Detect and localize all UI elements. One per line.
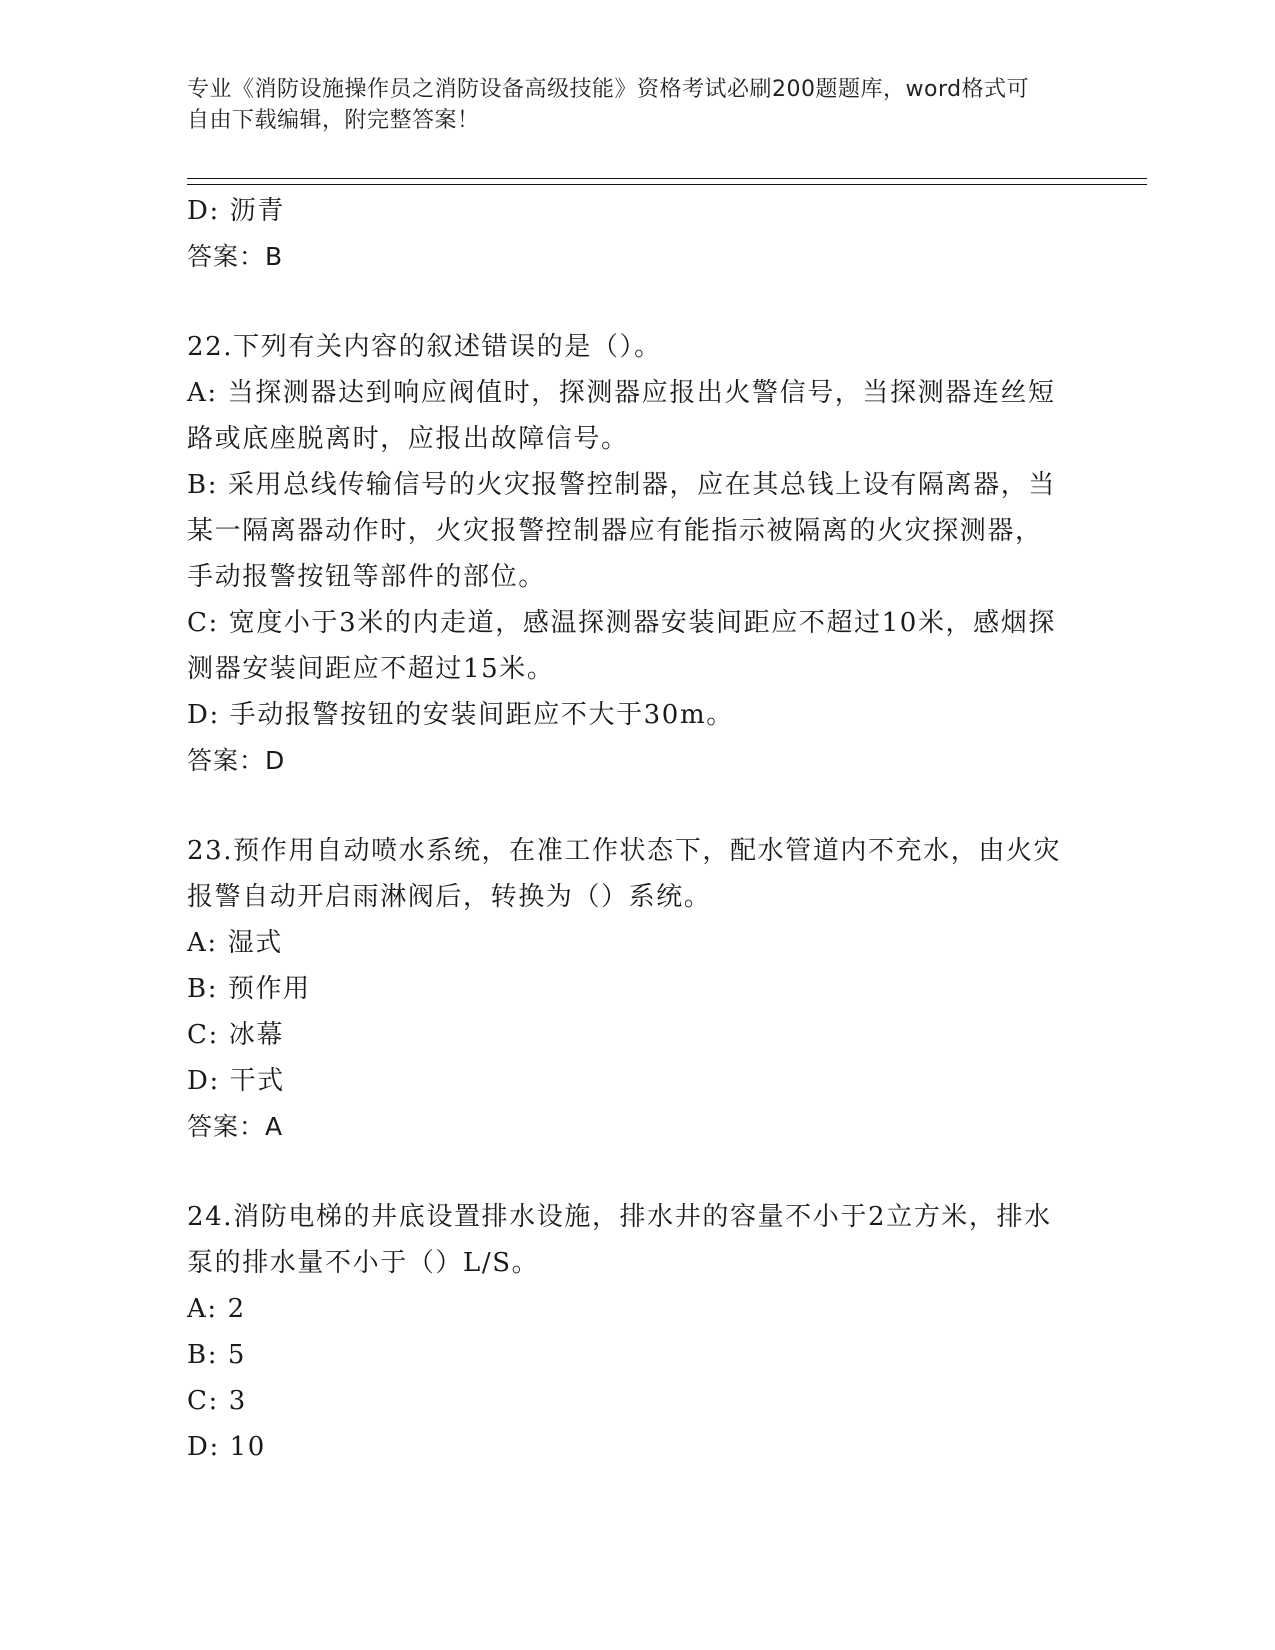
question-24 <box>187 1194 1067 1470</box>
question-22 <box>187 324 1067 784</box>
answer: 答案：D <box>187 746 286 775</box>
question-content <box>187 188 1067 1470</box>
option-b: B: 5 <box>187 1340 247 1370</box>
option-b: B: 预作用 <box>187 974 311 1004</box>
option-c: C: 冰幕 <box>187 1020 284 1050</box>
question-stem: 22.下列有关内容的叙述错误的是（）。 <box>187 332 662 362</box>
option-a: A: 2 <box>187 1294 246 1324</box>
option-a: A: 当探测器达到响应阀值时，探测器应报出火警信号，当探测器连丝短路或底座脱离时，应报出故障信号。 <box>187 378 1056 454</box>
prev-option-d: D: 沥青 <box>187 196 285 226</box>
option-d: D: 干式 <box>187 1066 285 1096</box>
option-b: B: 采用总线传输信号的火灾报警控制器，应在其总钱上设有隔离器，当某一隔离器动作时，火灾报警控制器应有能指示被隔离的火灾探测器，手动报警按钮等部件的部位。 <box>187 470 1056 592</box>
option-c: C: 宽度小于3米的内走道，感温探测器安装间距应不超过10米，感烟探测器安装间距应不超过15米。 <box>187 608 1056 684</box>
question-stem: 24.消防电梯的井底设置排水设施，排水井的容量不小于2立方米，排水泵的排水量不小于（）L/S。 <box>187 1202 1052 1278</box>
question-23 <box>187 828 1067 1150</box>
option-d: D: 手动报警按钮的安装间距应不大于30m。 <box>187 700 734 730</box>
question-stem: 23.预作用自动喷水系统，在准工作状态下，配水管道内不充水，由火灾报警自动开启雨淋阀后，转换为（）系统。 <box>187 836 1062 912</box>
header-divider <box>187 178 1147 185</box>
document-header: 专业《消防设施操作员之消防设备高级技能》资格考试必刷200题题库，word格式可自由下载编辑，附完整答案！ <box>187 77 1030 133</box>
answer: 答案：A <box>187 1112 284 1141</box>
option-a: A: 湿式 <box>187 928 283 958</box>
option-c: C: 3 <box>187 1386 247 1416</box>
option-d: D: 10 <box>187 1432 266 1462</box>
prev-answer: 答案：B <box>187 242 284 271</box>
